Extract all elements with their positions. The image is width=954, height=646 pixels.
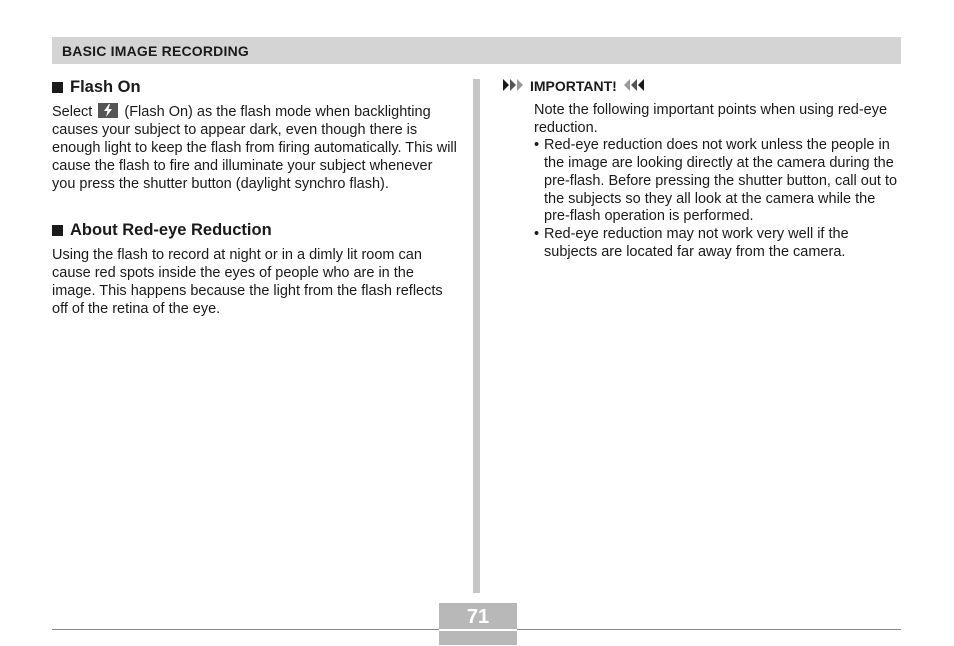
flash-on-heading-text: Flash On [70, 78, 141, 96]
flash-on-paragraph [52, 103, 457, 193]
square-bullet-icon [52, 225, 63, 236]
bullet-text: Red-eye reduction may not work very well if the subjects are located far away from the camera. [544, 225, 849, 260]
important-heading [503, 78, 903, 94]
red-eye-heading [52, 221, 457, 240]
list-item [534, 137, 903, 226]
flash-on-text-start: Select [52, 104, 93, 120]
bullet-text: Red-eye reduction does not work unless the people in the image are looking directly at the camera during the pre-flash. Before pressing the shutter button, call out to the subjects so they all look at the camera while the pre-flash operation is performed. [544, 137, 898, 225]
arrows-right-icon [503, 78, 525, 94]
section-title: BASIC IMAGE RECORDING [62, 43, 249, 59]
square-bullet-icon [52, 82, 63, 93]
page-number-split [439, 629, 517, 631]
arrows-left-icon [622, 78, 644, 94]
important-label: IMPORTANT! [530, 78, 617, 94]
page-number: 71 [466, 606, 490, 628]
right-column [503, 78, 903, 261]
important-body [503, 102, 903, 261]
flash-on-text-rest: (Flash On) as the flash mode when backlighting causes your subject to appear dark, even though there is enough light to keep the flash from firing automatically. This will cause the flash to fire and illuminate your subject whenever you press the shutter button (daylight synchro flash). [52, 104, 457, 192]
flash-on-icon [98, 103, 118, 118]
important-bullets [534, 137, 903, 261]
red-eye-paragraph: Using the flash to record at night or in a dimly lit room can cause red spots inside the eyes of people who are in the image. This happens because the light from the flash reflects off of the retina of the eye. [52, 247, 443, 317]
red-eye-heading-text: About Red-eye Reduction [70, 221, 272, 239]
section-header-bar [52, 37, 901, 64]
list-item [534, 226, 903, 261]
bullet-dot: • [534, 225, 540, 242]
bullet-dot: • [534, 137, 540, 154]
page-number-box [439, 603, 517, 645]
column-divider [473, 79, 480, 593]
left-column [52, 78, 457, 318]
flash-on-heading [52, 78, 457, 97]
important-intro: Note the following important points when using red-eye reduction. [534, 102, 888, 136]
